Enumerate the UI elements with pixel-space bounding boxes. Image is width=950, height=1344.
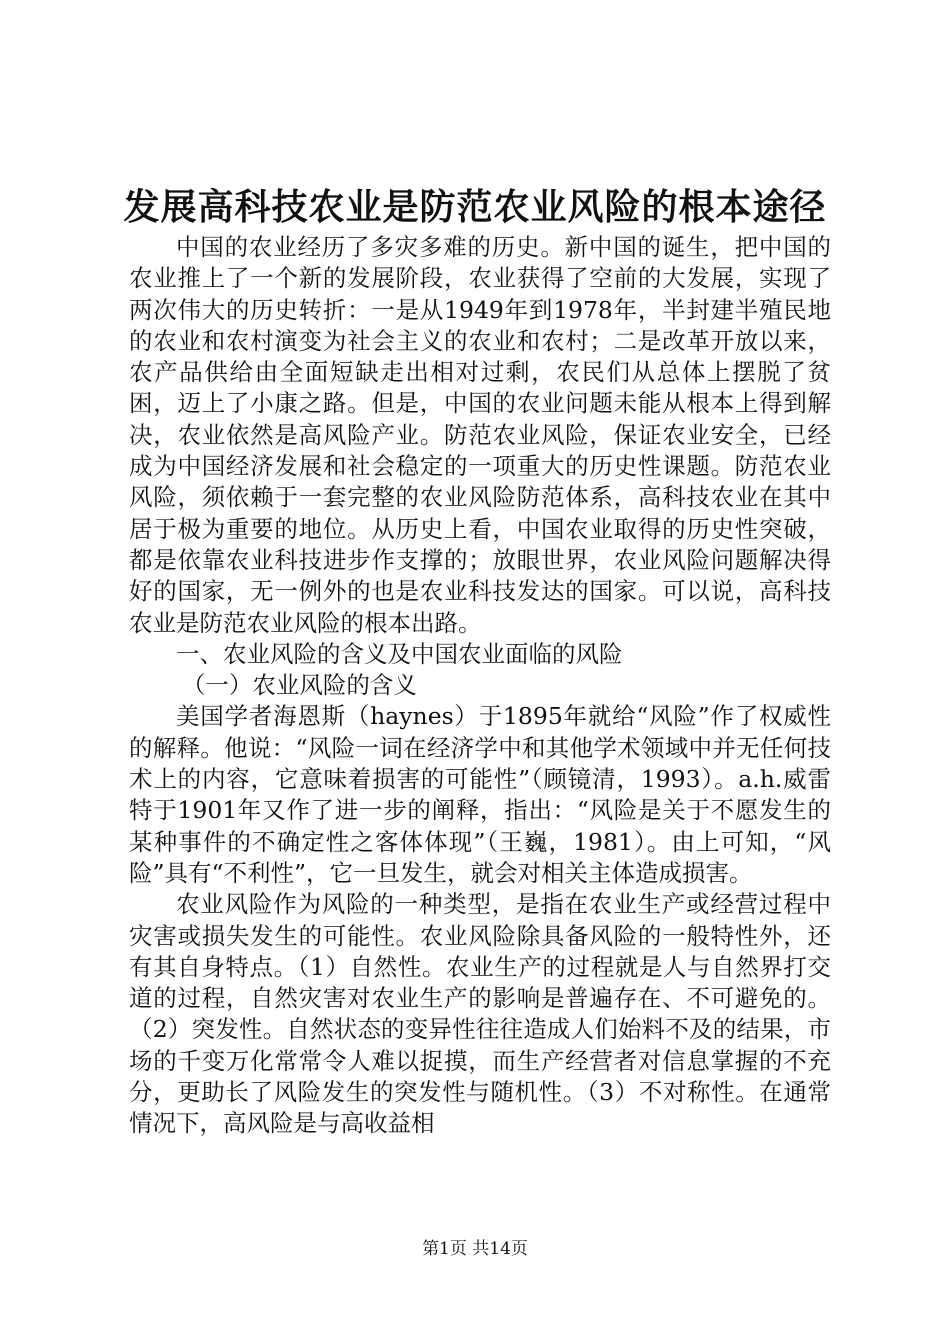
page-footer: 第1页 共14页 xyxy=(422,1239,528,1259)
paragraph-risk-definition: 美国学者海恩斯（haynes）于1895年就给“风险”作了权威性的解释。他说：“风险一词在经济学中和其他学术领域中并无任何技术上的内容，它意味着损害的可能性”（顾镜清，1993）。a.h.威雷特于1901年又作了进一步的阐释，指出：“风险是关于不愿发生的某种事件的不确定性之客体体现”（王巍，1981）。由上可知，“风险”具有“不利性”，它一旦发生，就会对相关主体造成损害。 xyxy=(129,702,831,887)
paragraph-intro: 中国的农业经历了多灾多难的历史。新中国的诞生，把中国的农业推上了一个新的发展阶段，农业获得了空前的大发展，实现了两次伟大的历史转折：一是从1949年到1978年，半封建半殖民地的农业和农村演变为社会主义的农业和农村；二是改革开放以来，农产品供给由全面短缺走出相对过剩，农民们从总体上摆脱了贫困，迈上了小康之路。但是，中国的农业问题未能从根本上得到解决，农业依然是高风险产业。防范农业风险，保证农业安全，已经成为中国经济发展和社会稳定的一项重大的历史性课题。防范农业风险，须依赖于一套完整的农业风险防范体系，高科技农业在其中居于极为重要的地位。从历史上看，中国农业取得的历史性突破，都是依靠农业科技进步作支撑的；放眼世界，农业风险问题解决得好的国家，无一例外的也是农业科技发达的国家。可以说，高科技农业是防范农业风险的根本出路。 xyxy=(129,233,831,637)
subsection-heading: （一）农业风险的含义 xyxy=(181,671,417,700)
paragraph-agricultural-risk: 农业风险作为风险的一种类型，是指在农业生产或经营过程中灾害或损失发生的可能性。农业风险除具备风险的一般特性外，还有其自身特点。（1）自然性。农业生产的过程就是人与自然界打交道的过程，自然灾害对农业生产的影响是普遍存在、不可避免的。（2）突发性。自然状态的变异性往往造成人们始料不及的结果，市场的千变万化常常令人难以捉摸，而生产经营者对信息掌握的不充分，更助长了风险发生的突发性与随机性。（3）不对称性。在通常情况下，高风险是与高收益相 xyxy=(129,890,831,1138)
section-heading: 一、农业风险的含义及中国农业面临的风险 xyxy=(176,639,623,668)
document-title: 发展高科技农业是防范农业风险的根本途径 xyxy=(123,187,827,228)
document-body xyxy=(129,232,831,1140)
